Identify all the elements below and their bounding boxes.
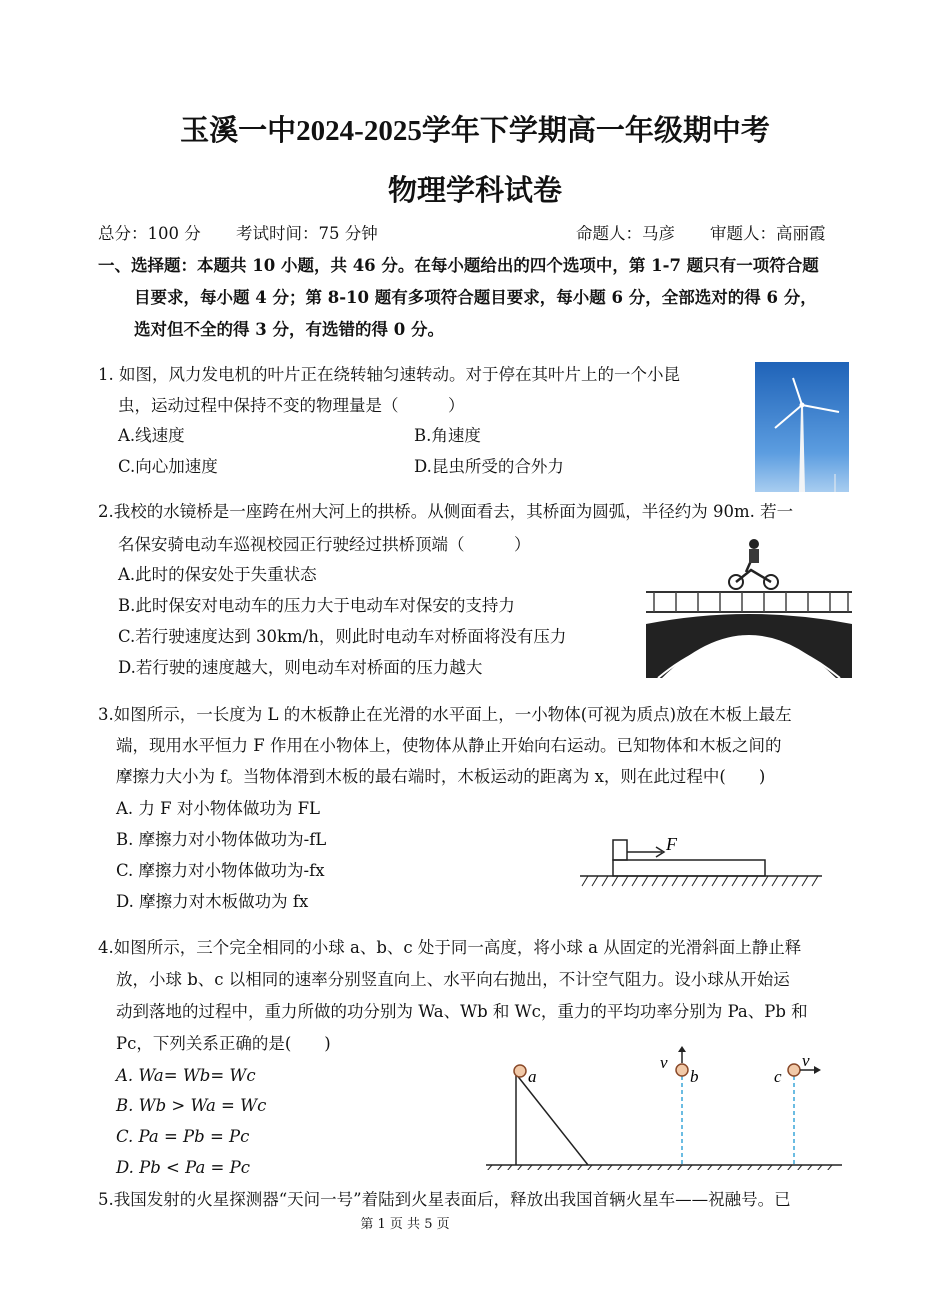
- question-1-stem: 虫，运动过程中保持不变的物理量是（ ）: [118, 396, 465, 415]
- label-v-right: v: [802, 1051, 810, 1070]
- ball-a: [514, 1065, 526, 1077]
- question-3-stem: 3.如图所示，一长度为 L 的木板静止在光滑的水平面上，一小物体(可视为质点)放在木板上最左: [98, 705, 792, 724]
- question-4-stem: 放，小球 b、c 以相同的速率分别竖直向上、水平向右抛出，不计空气阻力。设小球从开始运: [116, 970, 790, 989]
- question-3-stem: 摩擦力大小为 f。当物体滑到木板的最右端时，木板运动的距离为 x，则在此过程中( ): [116, 767, 766, 786]
- label-a: a: [528, 1067, 537, 1086]
- exam-subtitle: 物理学科试卷: [387, 175, 562, 207]
- ball-c: [788, 1064, 800, 1076]
- label-b: b: [690, 1067, 699, 1086]
- reviewer: 审题人：高丽霞: [710, 224, 826, 243]
- force-label: F: [666, 834, 677, 854]
- question-3-option-c: C. 摩擦力对小物体做功为-fx: [116, 861, 325, 880]
- question-4-option-a: A. Wa= Wb= Wc: [116, 1066, 256, 1085]
- question-4-option-b: B. Wb > Wa = Wc: [116, 1096, 267, 1115]
- question-4-stem: 4.如图所示，三个完全相同的小球 a、b、c 处于同一高度，将小球 a 从固定的光滑斜面上静止释: [98, 938, 802, 957]
- question-2-stem: 名保安骑电动车巡视校园正行驶经过拱桥顶端（ ）: [118, 535, 531, 554]
- total-score: 总分：100 分: [98, 224, 201, 243]
- question-4-option-d: D. Pb < Pa = Pc: [116, 1158, 250, 1177]
- question-4-stem: Pc，下列关系正确的是( ): [116, 1034, 331, 1053]
- question-1-option-d: D.昆虫所受的合外力: [414, 457, 564, 476]
- section-instructions: 选对但不全的得 3 分，有选错的得 0 分。: [134, 320, 444, 339]
- exam-time: 考试时间：75 分钟: [236, 224, 378, 243]
- question-5-stem: 5.我国发射的火星探测器“天问一号”着陆到火星表面后，释放出我国首辆火星车——祝融号。已: [98, 1190, 791, 1209]
- three-balls-figure: [484, 1044, 844, 1170]
- exam-title: 玉溪一中2024-2025学年下学期高一年级期中考: [180, 115, 770, 147]
- wind-turbine-photo: [755, 362, 849, 492]
- question-2-option-d: D.若行驶的速度越大，则电动车对桥面的压力越大: [118, 658, 483, 677]
- block-on-board-figure: [578, 826, 826, 892]
- author: 命题人：马彦: [576, 224, 675, 243]
- question-4-stem: 动到落地的过程中，重力所做的功分别为 Wa、Wb 和 Wc，重力的平均功率分别为 Pa、Pb 和: [116, 1002, 808, 1021]
- question-1-stem: 1. 如图，风力发电机的叶片正在绕转轴匀速转动。对于停在其叶片上的一个小昆: [98, 365, 680, 384]
- section-instructions: 目要求，每小题 4 分；第 8-10 题有多项符合题目要求，每小题 6 分，全部选对的得 6 分，: [134, 288, 817, 307]
- label-c: c: [774, 1067, 782, 1086]
- ball-b: [676, 1064, 688, 1076]
- label-v-up: v: [660, 1053, 668, 1072]
- question-1-option-a: A.线速度: [118, 426, 185, 445]
- question-1-option-c: C.向心加速度: [118, 457, 218, 476]
- question-2-stem: 2.我校的水镜桥是一座跨在州大河上的拱桥。从侧面看去，其桥面为圆弧，半径约为 90m. 若一: [98, 502, 794, 521]
- question-3-option-a: A. 力 F 对小物体做功为 FL: [116, 799, 320, 818]
- question-1-option-b: B.角速度: [414, 426, 481, 445]
- section-instructions: 一、选择题：本题共 10 小题，共 46 分。在每小题给出的四个选项中，第 1-7 题只有一项符合题: [98, 256, 819, 275]
- question-2-option-b: B.此时保安对电动车的压力大于电动车对保安的支持力: [118, 596, 515, 615]
- arch-bridge-figure: [646, 532, 852, 678]
- page-footer: 第 1 页 共 5 页: [360, 1217, 450, 1232]
- question-2-option-c: C.若行驶速度达到 30km/h，则此时电动车对桥面将没有压力: [118, 627, 567, 646]
- question-3-option-d: D. 摩擦力对木板做功为 fx: [116, 892, 309, 911]
- question-2-option-a: A.此时的保安处于失重状态: [118, 565, 317, 584]
- question-3-stem: 端，现用水平恒力 F 作用在小物体上，使物体从静止开始向右运动。已知物体和木板之间的: [116, 736, 782, 755]
- question-3-option-b: B. 摩擦力对小物体做功为-fL: [116, 830, 327, 849]
- question-4-option-c: C. Pa = Pb = Pc: [116, 1127, 250, 1146]
